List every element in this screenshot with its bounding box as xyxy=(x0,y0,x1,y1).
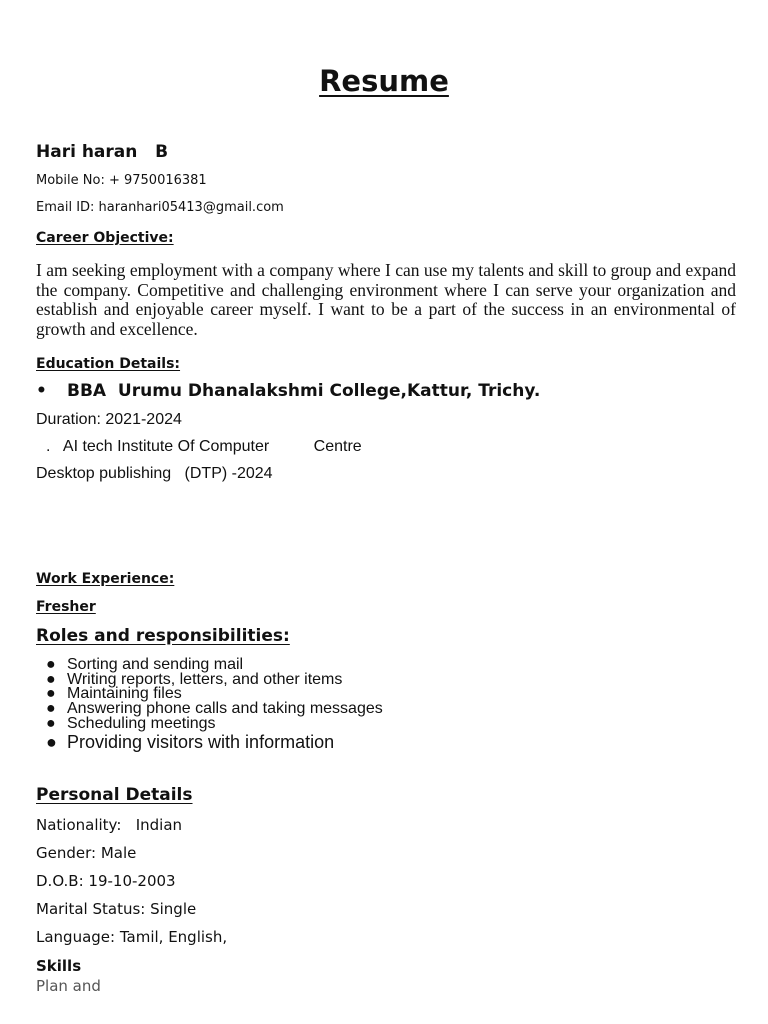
education-degree xyxy=(36,381,540,401)
email-address: Email ID: haranhari05413@gmail.com xyxy=(36,200,284,215)
language: Language: Tamil, English, xyxy=(36,928,228,946)
list-item: ● Maintaining files xyxy=(36,687,383,702)
bullet-icon: • xyxy=(36,381,47,401)
date-of-birth: D.O.B: 19-10-2003 xyxy=(36,872,176,890)
career-objective-text: I am seeking employment with a company where I can use my talents and skill to group and expand the company. Competitive and challenging environment where I can serve your organization and establish and enjoyable career myself. I want to be a part of the success in an environmental of growth and excellence. xyxy=(36,260,736,339)
bullet-icon: ● xyxy=(46,656,56,673)
skills-cutoff-text: Plan and xyxy=(36,977,101,995)
bullet-icon: ● xyxy=(46,700,56,718)
education-course: Desktop publishing (DTP) -2024 xyxy=(36,465,273,482)
education-degree-text: BBA Urumu Dhanalakshmi College,Kattur, Trichy. xyxy=(67,381,541,401)
skills-heading: Skills xyxy=(36,957,82,975)
education-duration: Duration: 2021-2024 xyxy=(36,411,182,428)
list-item: ● Answering phone calls and taking messages xyxy=(36,702,383,717)
list-item: ● Scheduling meetings xyxy=(36,717,383,732)
bullet-icon: ● xyxy=(46,714,56,732)
gender: Gender: Male xyxy=(36,844,137,862)
education-institute: . AI tech Institute Of Computer Centre xyxy=(46,438,362,455)
bullet-icon: ● xyxy=(46,685,56,703)
list-item: ● Writing reports, letters, and other items xyxy=(36,673,383,688)
marital-status: Marital Status: Single xyxy=(36,900,197,918)
bullet-icon: ● xyxy=(46,670,56,688)
page-title: Resume xyxy=(319,64,449,98)
work-status: Fresher xyxy=(36,599,96,615)
roles-list xyxy=(36,658,383,752)
list-item: ● Providing visitors with information xyxy=(36,732,383,752)
personal-details-heading: Personal Details xyxy=(36,785,193,805)
roles-heading: Roles and responsibilities: xyxy=(36,626,290,646)
career-objective-heading: Career Objective: xyxy=(36,230,174,246)
mobile-number: Mobile No: + 9750016381 xyxy=(36,173,207,188)
nationality: Nationality: Indian xyxy=(36,816,183,834)
bullet-icon: ● xyxy=(46,731,57,752)
list-item: ● Sorting and sending mail xyxy=(36,658,383,673)
work-experience-heading: Work Experience: xyxy=(36,571,175,587)
education-heading: Education Details: xyxy=(36,356,181,372)
candidate-name: Hari haran B xyxy=(36,142,169,162)
